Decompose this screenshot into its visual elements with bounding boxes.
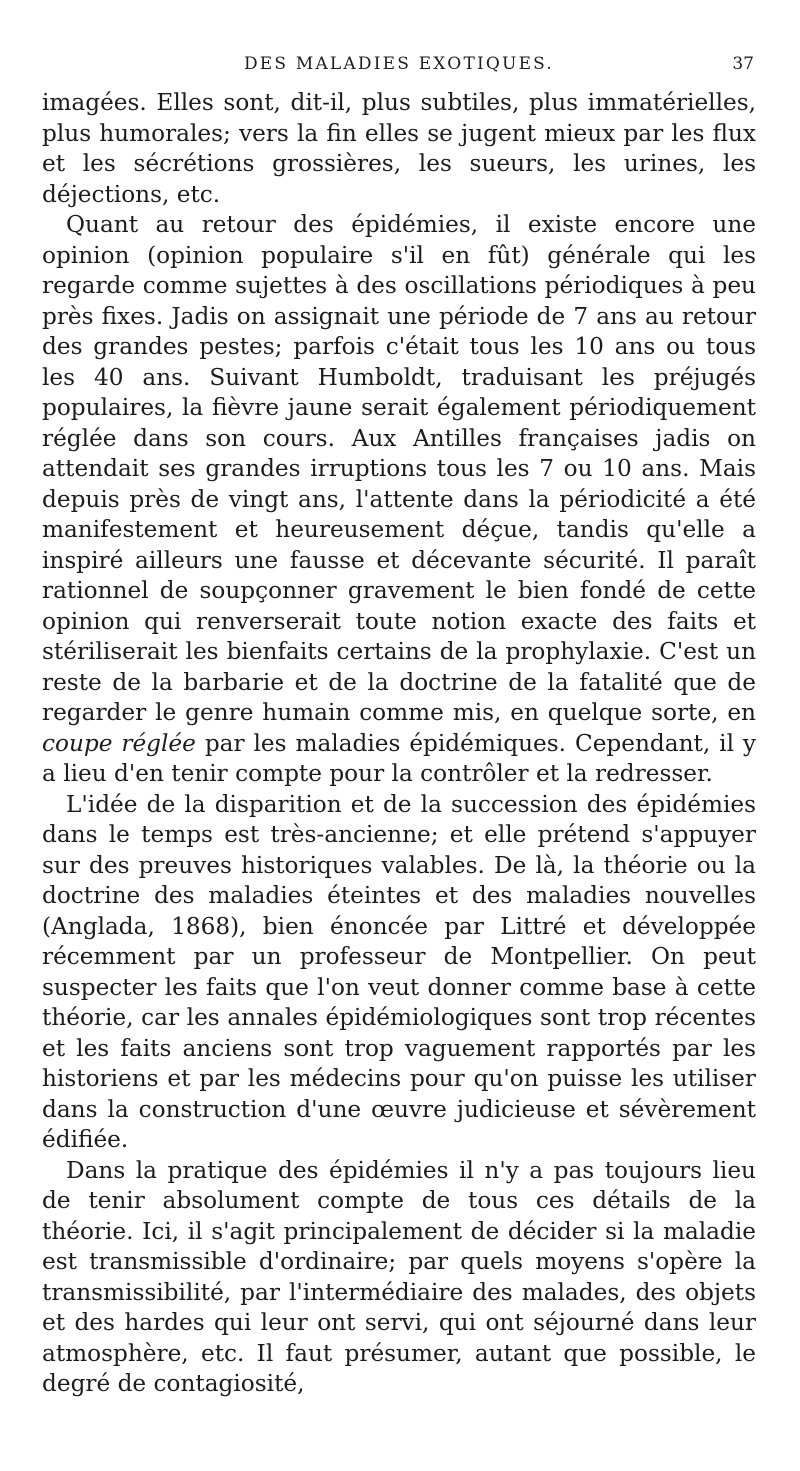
paragraph-3: L'idée de la disparition et de la succession des épidémies dans le temps est très-ancienne; et elle prétend s'appuyer sur des preuves historiques valables. De là, la théorie ou la doctrine des maladies éteintes et des maladies nouvelles (Anglada, 1868), bien énoncée par Littré et développée récemment par un professeur de Montpellier. On peut suspecter les faits que l'on veut donner comme base à cette théorie, car les annales épidémiologiques sont trop récentes et les faits anciens sont trop vaguement rapportés par les historiens et par les médecins pour qu'on puisse les utiliser dans la construction d'une œuvre judicieuse et sévèrement édifiée. bbox=[42, 790, 756, 1153]
body-text bbox=[42, 88, 756, 1400]
paragraph-4: Dans la pratique des épidémies il n'y a pas toujours lieu de tenir absolument compte de tous ces détails de la théorie. Ici, il s'agit principalement de décider si la maladie est transmissible d'ordinaire; par quels moyens s'opère la transmissibilité, par l'intermédiaire des malades, des objets et des hardes qui leur ont servi, qui ont séjourné dans leur atmosphère, etc. Il faut présumer, autant que possible, le degré de contagiosité, bbox=[42, 1156, 756, 1397]
paragraph-2-after: par les maladies épidémiques. Cependant, il y a lieu d'en tenir compte pour la contrôler et la redresser. bbox=[42, 729, 757, 787]
running-title: DES MALADIES EXOTIQUES. bbox=[243, 54, 555, 74]
paragraph-2-before: Quant au retour des épidémies, il existe encore une opinion (opinion populaire s'il en fût) générale qui les regarde comme sujettes à des oscillations périodiques à peu près fixes. Jadis on assignait une période de 7 ans au retour des grandes pestes; parfois c'était tous les 10 ans ou tous les 40 ans. Suivant Humboldt, traduisant les préjugés populaires, la fièvre jaune serait également périodiquement réglée dans son cours. Aux Antilles françaises jadis on attendait ses grandes irruptions tous les 7 ou 10 ans. Mais depuis près de vingt ans, l'attente dans la périodicité a été manifestement et heureusement déçue, tandis qu'elle a inspiré ailleurs une fausse et décevante sécurité. Il paraît rationnel de soupçonner gravement le bien fondé de cette opinion qui renverserait toute notion exacte des faits et stériliserait les bienfaits certains de la prophylaxie. C'est un reste de la barbarie et de la doctrine de la fatalité que de regarder le genre humain comme mis, en quelque sorte, en bbox=[42, 211, 756, 726]
emphasis-coupe-reglee: coupe réglée bbox=[42, 729, 196, 757]
running-header bbox=[42, 54, 756, 88]
paragraph-1: imagées. Elles sont, dit-il, plus subtiles, plus immatérielles, plus humorales; vers la fin elles se jugent mieux par les flux et les sécrétions grossières, les sueurs, les urines, les déjections, etc. bbox=[42, 89, 756, 208]
paragraph-2 bbox=[42, 210, 756, 790]
page-number: 37 bbox=[732, 54, 754, 74]
